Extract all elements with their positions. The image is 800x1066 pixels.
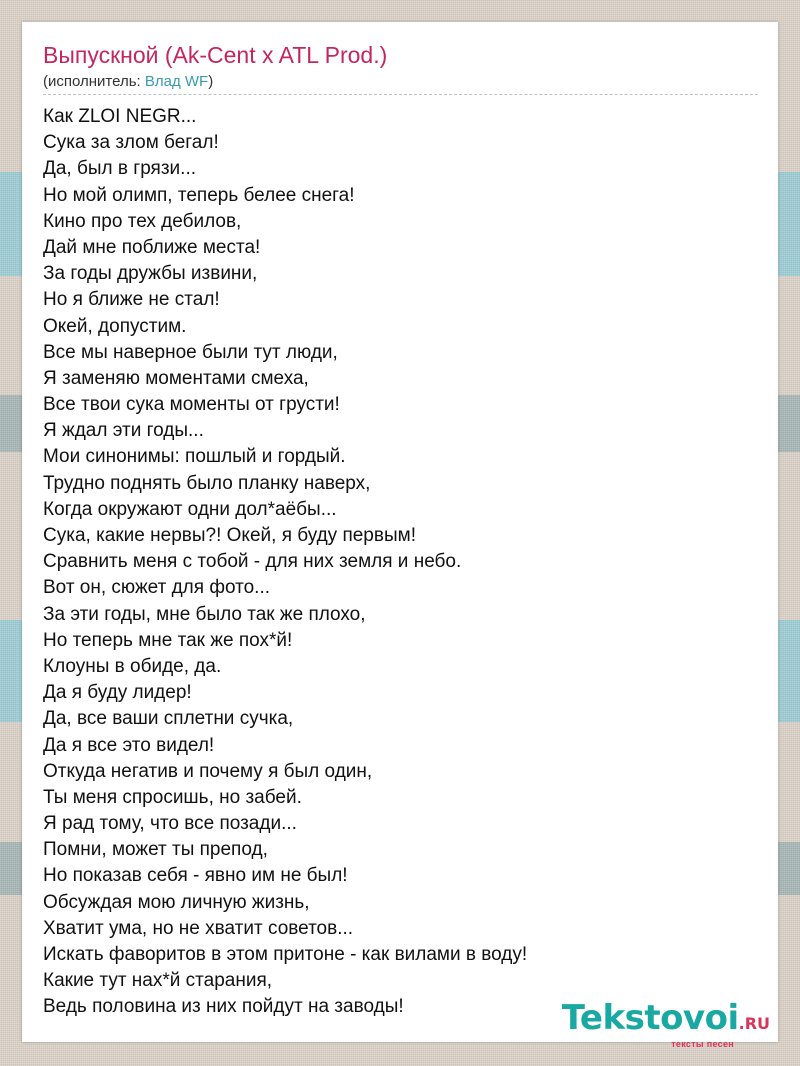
lyric-line: Хватит ума, но не хватит советов... [43,917,354,939]
lyric-line: Я ждал эти годы... [43,420,204,442]
lyric-line: Клоуны в обиде, да. [43,655,222,677]
title-divider [43,94,758,95]
lyric-line: Кино про тех дебилов, [43,210,242,232]
lyric-line: Дай мне поближе места! [43,236,261,258]
lyric-line: Да, был в грязи... [43,158,197,180]
lyric-line: Как ZLOI NEGR... [43,106,197,127]
lyric-line: Обсуждая мою личную жизнь, [43,891,310,913]
logo-tld: .RU [738,1014,770,1033]
lyric-line: Но теперь мне так же пох*й! [43,629,293,651]
site-logo[interactable] [562,1000,770,1049]
lyric-line: Да, все ваши сплетни сучка, [43,708,294,730]
lyric-line: Да я буду лидер! [43,682,192,704]
lyrics-card [22,22,778,1049]
artist-line [43,73,213,90]
lyric-line: Сука, какие нервы?! Окей, я буду первым! [43,525,416,546]
lyric-line: За эти годы, мне было так же плохо, [43,603,366,625]
lyric-line: За годы дружбы извини, [43,263,258,285]
lyric-line: Сука за злом бегал! [43,132,219,154]
lyric-line: Вот он, сюжет для фото... [43,577,270,599]
lyric-line: Но мой олимп, теперь белее снега! [43,184,355,206]
lyric-line: Помни, может ты препод, [43,839,268,861]
lyric-line: Но я ближе не стал! [43,289,220,311]
artist-prefix: (исполнитель: [43,73,145,90]
lyric-line: Я заменяю моментами смеха, [43,367,309,389]
lyric-line: Все мы наверное были тут люди, [43,341,338,363]
lyric-line: Но показав себя - явно им не был! [43,865,348,887]
lyric-line: Какие тут нах*й старания, [43,970,273,992]
lyric-line: Трудно поднять было планку наверх, [43,472,371,494]
lyric-line: Откуда негатив и почему я был один, [43,760,373,782]
logo-name: Tekstovoi [561,998,739,1038]
lyric-line: Мои синонимы: пошлый и гордый. [43,446,346,468]
lyric-line: Ведь половина из них пойдут на заводы! [43,996,404,1018]
lyric-line: Я рад тому, что все позади... [43,813,297,835]
song-title: Выпускной (Ak-Cent x ATL Prod.) [43,42,388,68]
lyric-line: Сравнить меня с тобой - для них земля и небо. [43,551,462,573]
lyric-line: Когда окружают одни дол*аёбы... [43,498,337,520]
lyrics-text [43,104,527,1021]
logo-tagline: тексты песен [671,1039,734,1049]
lyric-line: Все твои сука моменты от грусти! [43,394,340,416]
artist-suffix: ) [208,73,214,90]
lyric-line: Да я все это видел! [43,734,215,756]
lyric-line: Окей, допустим. [43,315,187,337]
artist-link[interactable]: Влад WF [144,73,209,90]
lyric-line: Ты меня спросишь, но забей. [43,786,302,808]
logo-wordmark [562,1000,770,1042]
lyric-line: Искать фаворитов в этом притоне - как вилами в воду! [43,944,528,965]
